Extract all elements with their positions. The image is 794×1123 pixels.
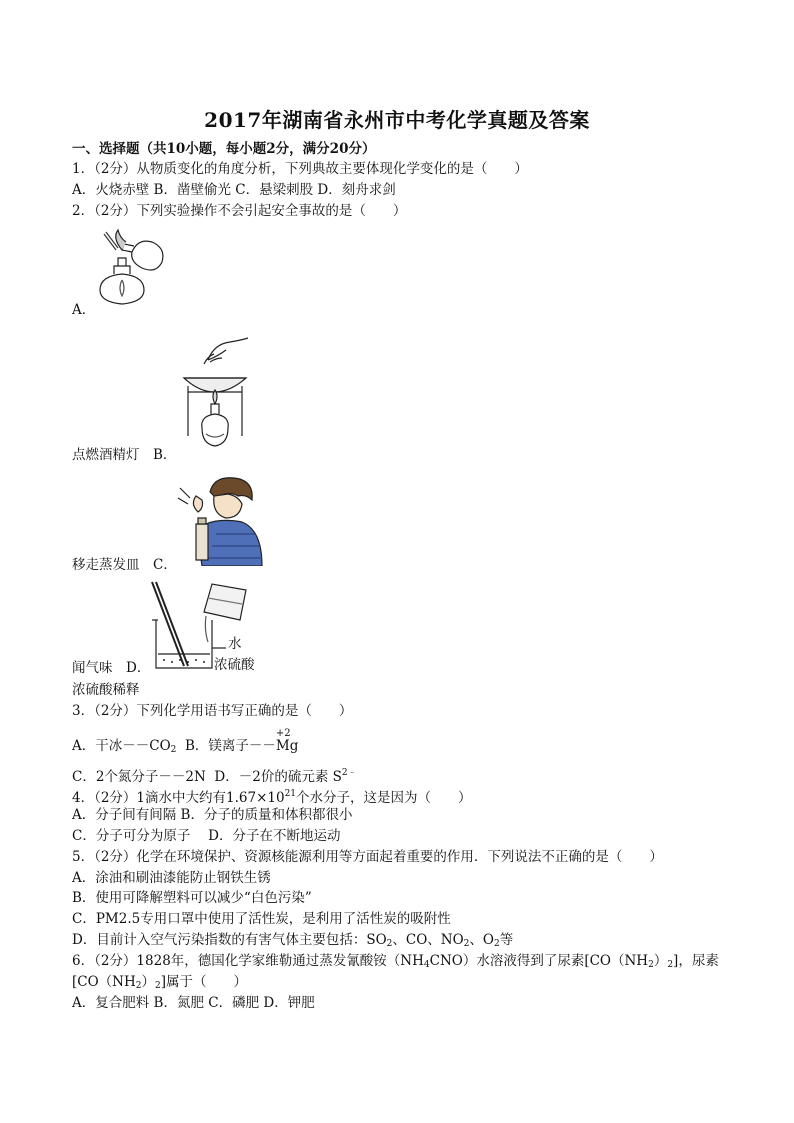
q3-options-ab xyxy=(72,728,299,759)
q5-d-b: 、CO、NO xyxy=(392,932,464,948)
q2-option-a-caption-text: 点燃酒精灯 xyxy=(72,447,140,463)
q2-option-a-caption xyxy=(72,446,176,464)
q3-cd-prefix: C．2个氮分子－－2N D．－2价的硫元素 S xyxy=(72,769,342,785)
q3-options-cd xyxy=(72,764,357,786)
q6-l2-sub2b: 2 xyxy=(154,981,161,991)
page-title: 2017年湖南省永州市中考化学真题及答案 xyxy=(204,108,590,132)
q4-stem xyxy=(72,785,472,807)
q3-stem: 3．（2分）下列化学用语书写正确的是（ ） xyxy=(72,703,353,719)
q2-option-c-caption xyxy=(72,659,150,677)
q5-option-a: A．涂油和刷油漆能防止钢铁生锈 xyxy=(72,870,271,886)
q2-option-b-caption xyxy=(72,556,177,574)
q6-l1-sub4: 4 xyxy=(423,960,430,970)
q6-options: A．复合肥料 B．氮肥 C．磷肥 D．钾肥 xyxy=(72,995,315,1011)
q2-option-b-caption-text: 移走蒸发皿 xyxy=(72,557,140,573)
q4-stem-sup: 21 xyxy=(284,789,297,799)
q5-d-sub3: 2 xyxy=(493,939,500,949)
q6-l2-b: ） xyxy=(141,974,155,990)
q2-stem: 2．（2分）下列实验操作不会引起安全事故的是（ ） xyxy=(72,203,407,219)
q6-l1-b: CNO）水溶液得到了尿素[CO（NH xyxy=(429,953,649,969)
evaporating-dish-figure xyxy=(178,336,252,460)
q2-option-d-label: D． xyxy=(126,660,151,676)
alcohol-lamp-figure xyxy=(92,228,170,308)
fig-d-acid-label: 浓硫酸 xyxy=(214,657,255,673)
q4-stem-b: 个水分子，这是因为（ ） xyxy=(296,790,472,806)
fig-d-water-label: 水 xyxy=(228,636,242,652)
q5-d-sub1: 2 xyxy=(386,939,393,949)
q6-l1-c: ） xyxy=(653,953,668,969)
q6-l1-sub2b: 2 xyxy=(667,960,674,970)
q6-l2-sub2a: 2 xyxy=(135,981,142,991)
mg-charge: +2 xyxy=(275,728,291,739)
q6-l1-sub2a: 2 xyxy=(648,960,654,970)
q6-l2-c: ]属于（ ） xyxy=(160,974,247,990)
q3-ab-mid: B．镁离子－－ xyxy=(176,738,276,754)
q2-option-a-label: A． xyxy=(72,302,96,318)
mg-ion-symbol xyxy=(275,728,299,755)
q5-d-sub2: 2 xyxy=(463,939,470,949)
q5-d-d: 等 xyxy=(499,932,514,948)
q5-option-c: C．PM2.5专用口罩中使用了活性炭，是利用了活性炭的吸附性 xyxy=(72,911,451,927)
q1-options: A．火烧赤壁 B．凿壁偷光 C．悬梁刺股 D．刻舟求剑 xyxy=(72,182,396,198)
q6-l1-d: ]，尿素 xyxy=(673,953,719,969)
q3-cd-sup: 2﹣ xyxy=(341,768,357,778)
q5-option-b: B．使用可降解塑料可以减少“白色污染” xyxy=(72,890,312,906)
q4-stem-a: 4．（2分）1滴水中大约有1.67×10 xyxy=(72,790,285,806)
q2-option-b-label: B． xyxy=(153,447,177,463)
q3-ab-prefix: A．干冰－－CO xyxy=(72,738,171,754)
q4-options-2: C．分子可分为原子 D．分子在不断地运动 xyxy=(72,828,341,844)
q5-d-a: D．目前计入空气污染指数的有害气体主要包括：SO xyxy=(72,932,387,948)
q6-l2-a: [CO（NH xyxy=(72,974,136,990)
q3-ab-sub: 2 xyxy=(170,745,177,755)
q5-stem: 5．（2分）化学在环境保护、资源核能源利用等方面起着重要的作用．下列说法不正确的是（ ） xyxy=(72,849,663,865)
q4-options-1: A．分子间有间隔 B．分子的质量和体积都很小 xyxy=(72,807,353,823)
q2-option-c-caption-text: 闻气味 xyxy=(72,660,113,676)
q2-option-d-caption: 浓硫酸稀释 xyxy=(72,682,140,698)
q6-line1 xyxy=(72,952,719,974)
q5-option-d xyxy=(72,931,513,953)
q5-d-c: 、O xyxy=(469,932,494,948)
mg-symbol: Mg xyxy=(275,738,299,754)
section-heading: 一、选择题（共10小题，每小题2分，满分20分） xyxy=(72,141,376,157)
q6-l1-a: 6．（2分）1828年，德国化学家维勒通过蒸发氰酸铵（NH xyxy=(72,953,424,969)
smelling-gas-figure xyxy=(176,474,266,566)
q1-stem: 1．（2分）从物质变化的角度分析，下列典故主要体现化学变化的是（ ） xyxy=(72,161,528,177)
q2-option-c-label: C． xyxy=(153,557,177,573)
q6-line2 xyxy=(72,973,247,995)
